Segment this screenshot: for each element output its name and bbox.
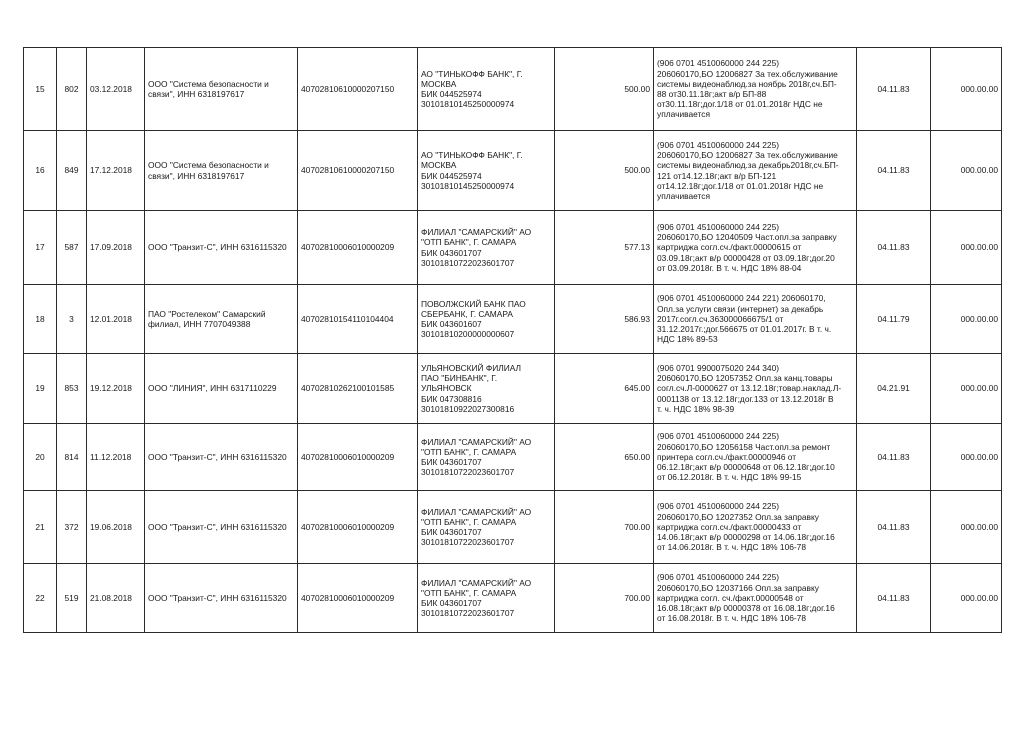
total-value: 000.00.00 — [931, 424, 1002, 491]
row-number: 19 — [24, 354, 57, 424]
total-value: 000.00.00 — [931, 211, 1002, 285]
payment-date: 19.12.2018 — [87, 354, 145, 424]
payment-purpose: (906 0701 4510060000 244 225) 206060170,БО 12040509 Част.опл.за заправку картриджа согл.сч./факт.00000615 от 03.09.18г;акт в/р 00000428 от 03.09.18г;дог.20 от 03.09.2018г. В т. ч. НДС 18% 88-04 — [654, 211, 857, 285]
payee-bank: АО "ТИНЬКОФФ БАНК", Г. МОСКВА БИК 044525974 30101810145250000974 — [418, 131, 555, 211]
table-row — [24, 131, 1002, 211]
payment-date: 11.12.2018 — [87, 424, 145, 491]
payment-date: 12.01.2018 — [87, 285, 145, 354]
payment-date: 21.08.2018 — [87, 564, 145, 633]
total-value: 000.00.00 — [931, 285, 1002, 354]
payment-date: 19.06.2018 — [87, 491, 145, 564]
payment-purpose: (906 0701 4510060000 244 225) 206060170,БО 12037166 Опл.за заправку картриджа согл. сч./факт.00000548 от 16.08.18г;акт в/р 00000378 от 16.08.18г;дог.16 от 16.08.2018г. В т. ч. НДС 18% 106-78 — [654, 564, 857, 633]
budget-code: 04.11.83 — [857, 564, 931, 633]
row-number: 20 — [24, 424, 57, 491]
payee-bank: ПОВОЛЖСКИЙ БАНК ПАО СБЕРБАНК, Г. САМАРА БИК 043601607 30101810200000000607 — [418, 285, 555, 354]
row-number: 22 — [24, 564, 57, 633]
payee-account: 40702810006010000209 — [298, 424, 418, 491]
document-number: 802 — [57, 48, 87, 131]
payment-purpose: (906 0701 9900075020 244 340) 206060170,БО 12057352 Опл.за канц.товары согл.сч.Л-0000627 от 13.12.18г;товар.наклад.Л- 0001138 от 13.12.18г;дог.133 от 13.12.2018г В т. ч. НДС 18% 98-39 — [654, 354, 857, 424]
document-number: 849 — [57, 131, 87, 211]
budget-code: 04.11.79 — [857, 285, 931, 354]
budget-code: 04.21.91 — [857, 354, 931, 424]
payment-sum: 645.00 — [555, 354, 654, 424]
payments-register-table — [23, 47, 1002, 633]
document-number: 3 — [57, 285, 87, 354]
payee-account: 40702810006010000209 — [298, 211, 418, 285]
budget-code: 04.11.83 — [857, 211, 931, 285]
document-number: 587 — [57, 211, 87, 285]
payee-account: 40702810262100101585 — [298, 354, 418, 424]
payment-sum: 650.00 — [555, 424, 654, 491]
document-number: 372 — [57, 491, 87, 564]
payment-sum: 577.13 — [555, 211, 654, 285]
table-row — [24, 491, 1002, 564]
payee-account: 40702810610000207150 — [298, 48, 418, 131]
payee: ООО "Система безопасности и связи", ИНН 6318197617 — [145, 131, 298, 211]
payee-account: 40702810154110104404 — [298, 285, 418, 354]
payee: ООО "Транзит-С", ИНН 6316115320 — [145, 211, 298, 285]
payment-sum: 500.00 — [555, 131, 654, 211]
payment-purpose: (906 0701 4510060000 244 225) 206060170,БО 12006827 За тех.обслуживание системы видеонаблюд.за ноябрь 2018г,сч.БП- 88 от30.11.18г;акт в/р БП-88 от30.11.18г;дог.1/18 от 01.01.2018г НДС не уплачивается — [654, 48, 857, 131]
payee-bank: ФИЛИАЛ "САМАРСКИЙ" АО "ОТП БАНК", Г. САМАРА БИК 043601707 30101810722023601707 — [418, 211, 555, 285]
total-value: 000.00.00 — [931, 131, 1002, 211]
payment-date: 17.12.2018 — [87, 131, 145, 211]
payee: ООО "Транзит-С", ИНН 6316115320 — [145, 564, 298, 633]
payee-bank: УЛЬЯНОВСКИЙ ФИЛИАЛ ПАО "БИНБАНК", Г. УЛЬЯНОВСК БИК 047308816 30101810922027300816 — [418, 354, 555, 424]
payee: ПАО "Ростелеком" Самарский филиал, ИНН 7707049388 — [145, 285, 298, 354]
table-row — [24, 48, 1002, 131]
total-value: 000.00.00 — [931, 48, 1002, 131]
table-row — [24, 354, 1002, 424]
document-number: 519 — [57, 564, 87, 633]
total-value: 000.00.00 — [931, 491, 1002, 564]
table-row — [24, 285, 1002, 354]
budget-code: 04.11.83 — [857, 48, 931, 131]
total-value: 000.00.00 — [931, 354, 1002, 424]
table-row — [24, 424, 1002, 491]
table-row — [24, 211, 1002, 285]
document-number: 853 — [57, 354, 87, 424]
payment-purpose: (906 0701 4510060000 244 225) 206060170,БО 12056158 Част.опл.за ремонт принтера согл.сч./факт.00000946 от 06.12.18г;акт в/р 00000648 от 06.12.18г;дог.10 от 06.12.2018г. В т. ч. НДС 18% 99-15 — [654, 424, 857, 491]
payee-account: 40702810006010000209 — [298, 491, 418, 564]
payment-sum: 700.00 — [555, 564, 654, 633]
payment-purpose: (906 0701 4510060000 244 221) 206060170, Опл.за услуги связи (интернет) за декабрь 2017г.согл.сч.363000066675/1 от 31.12.2017г.;дог.566675 от 01.01.2017г. В т. ч. НДС 18% 89-53 — [654, 285, 857, 354]
row-number: 18 — [24, 285, 57, 354]
payment-purpose: (906 0701 4510060000 244 225) 206060170,БО 12006827 За тех.обслуживание системы видеонаблюд.за декабрь2018г,сч.БП- 121 от14.12.18г;акт в/р БП-121 от14.12.18г;дог.1/18 от 01.01.2018г НДС не уплачивается — [654, 131, 857, 211]
payee-account: 40702810610000207150 — [298, 131, 418, 211]
payment-date: 17.09.2018 — [87, 211, 145, 285]
payee: ООО "Транзит-С", ИНН 6316115320 — [145, 424, 298, 491]
budget-code: 04.11.83 — [857, 491, 931, 564]
row-number: 21 — [24, 491, 57, 564]
payee-bank: ФИЛИАЛ "САМАРСКИЙ" АО "ОТП БАНК", Г. САМАРА БИК 043601707 30101810722023601707 — [418, 564, 555, 633]
row-number: 16 — [24, 131, 57, 211]
payee-bank: АО "ТИНЬКОФФ БАНК", Г. МОСКВА БИК 044525974 30101810145250000974 — [418, 48, 555, 131]
payment-purpose: (906 0701 4510060000 244 225) 206060170,БО 12027352 Опл.за заправку картриджа согл.сч./факт.00000433 от 14.06.18г;акт в/р 00000298 от 14.06.18г;дог.16 от 14.06.2018г. В т. ч. НДС 18% 106-78 — [654, 491, 857, 564]
payee-bank: ФИЛИАЛ "САМАРСКИЙ" АО "ОТП БАНК", Г. САМАРА БИК 043601707 30101810722023601707 — [418, 491, 555, 564]
payment-sum: 500.00 — [555, 48, 654, 131]
payee: ООО "Транзит-С", ИНН 6316115320 — [145, 491, 298, 564]
budget-code: 04.11.83 — [857, 131, 931, 211]
payee: ООО "Система безопасности и связи", ИНН 6318197617 — [145, 48, 298, 131]
payee: ООО "ЛИНИЯ", ИНН 6317110229 — [145, 354, 298, 424]
total-value: 000.00.00 — [931, 564, 1002, 633]
row-number: 17 — [24, 211, 57, 285]
payee-account: 40702810006010000209 — [298, 564, 418, 633]
document-number: 814 — [57, 424, 87, 491]
budget-code: 04.11.83 — [857, 424, 931, 491]
row-number: 15 — [24, 48, 57, 131]
table-row — [24, 564, 1002, 633]
payment-sum: 700.00 — [555, 491, 654, 564]
payment-sum: 586.93 — [555, 285, 654, 354]
payee-bank: ФИЛИАЛ "САМАРСКИЙ" АО "ОТП БАНК", Г. САМАРА БИК 043601707 30101810722023601707 — [418, 424, 555, 491]
payment-date: 03.12.2018 — [87, 48, 145, 131]
